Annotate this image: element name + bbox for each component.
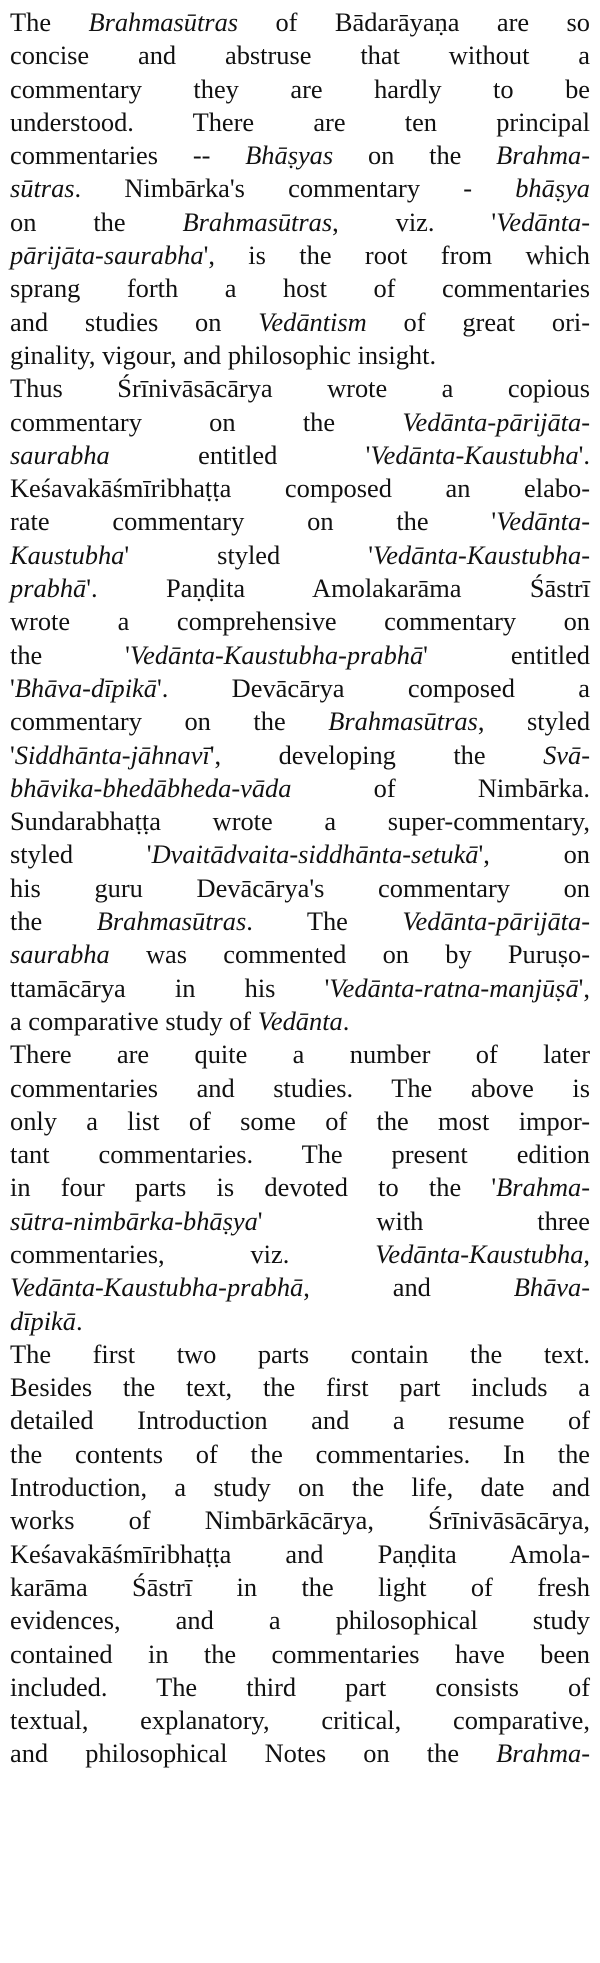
italic-term: Vedānta-Kaustubha-prabhā xyxy=(10,1272,304,1303)
italic-term: Brahmasūtras xyxy=(96,906,247,937)
text-run: a comparative study of xyxy=(10,1005,258,1036)
text-run: The first two parts contain the text. xyxy=(10,1338,590,1369)
italic-term: Vedānta-pārijāta- xyxy=(402,406,590,437)
italic-term: Brahmasūtras xyxy=(88,7,239,37)
text-run: '. Paṇḍita Amolakarāma Śāstrī xyxy=(86,573,590,604)
text-line xyxy=(10,1338,590,1371)
text-line xyxy=(10,1205,590,1238)
text-run: Introduction, a study on the life, date and xyxy=(10,1472,590,1503)
text-run: commentary on the xyxy=(10,406,403,437)
italic-term: Bhāva- xyxy=(513,1272,590,1303)
text-line xyxy=(10,739,590,772)
text-run: , xyxy=(583,1238,590,1269)
text-line xyxy=(10,206,590,239)
text-line xyxy=(10,1138,590,1171)
text-run: There are quite a number of later xyxy=(10,1039,590,1070)
text-line xyxy=(10,1171,590,1204)
text-line xyxy=(10,1271,590,1304)
text-line xyxy=(10,73,590,106)
text-run: his guru Devācārya's commentary on xyxy=(10,872,590,903)
text-line xyxy=(10,805,590,838)
text-line xyxy=(10,705,590,738)
paragraph xyxy=(10,6,590,372)
text-line xyxy=(10,1072,590,1105)
text-run: detailed Introduction and a resume of xyxy=(10,1405,590,1436)
text-run: , and xyxy=(303,1272,514,1303)
text-line xyxy=(10,972,590,1005)
italic-term: sūtras xyxy=(10,173,75,204)
text-run: included. The third part consists of xyxy=(10,1671,590,1702)
text-line xyxy=(10,1737,590,1770)
italic-term: Vedānta-Kaustubha xyxy=(375,1238,584,1269)
text-line xyxy=(10,639,590,672)
text-run: ' xyxy=(10,672,15,703)
text-run: works of Nimbārkācārya, Śrīnivāsācārya, xyxy=(10,1505,590,1536)
text-run: commentary they are hardly to be xyxy=(10,73,590,104)
paragraph xyxy=(10,1338,590,1771)
italic-term: Vedānta xyxy=(257,1005,343,1036)
italic-term: Bhāṣyas xyxy=(245,140,334,171)
text-run: sprang forth a host of commentaries xyxy=(10,273,590,304)
text-run: commentaries -- xyxy=(10,140,246,171)
text-line xyxy=(10,472,590,505)
text-run: , styled xyxy=(477,706,591,737)
text-line xyxy=(10,1638,590,1671)
italic-term: Dvaitādvaita-siddhānta-setukā xyxy=(151,839,479,870)
italic-term: saurabha xyxy=(10,439,110,470)
text-run: contained in the commentaries have been xyxy=(10,1638,590,1669)
italic-term: Vedānta-pārijāta- xyxy=(402,906,590,937)
italic-term: Brahmasūtras xyxy=(328,706,478,737)
text-line xyxy=(10,272,590,305)
text-line xyxy=(10,1238,590,1271)
text-run: and philosophical Notes on the xyxy=(10,1738,497,1769)
text-line xyxy=(10,1404,590,1437)
text-run: Thus Śrīnivāsācārya wrote a copious xyxy=(10,373,590,404)
text-line xyxy=(10,172,590,205)
text-run: the xyxy=(10,906,97,937)
text-run: on the xyxy=(10,206,183,237)
text-run: ', developing the xyxy=(209,739,544,770)
text-line xyxy=(10,1305,590,1338)
italic-term: Vedānta-Kaustubha xyxy=(370,439,579,470)
italic-term: prabhā xyxy=(10,573,87,604)
text-run: commentaries and studies. The above is xyxy=(10,1072,590,1103)
text-run: ' styled ' xyxy=(124,539,374,570)
text-line xyxy=(10,406,590,439)
text-line xyxy=(10,1571,590,1604)
text-run: ' xyxy=(10,739,15,770)
text-line xyxy=(10,1471,590,1504)
text-line xyxy=(10,1704,590,1737)
text-line xyxy=(10,1604,590,1637)
text-line xyxy=(10,1038,590,1071)
text-run: on the xyxy=(333,140,497,171)
text-run: Keśavakāśmīribhaṭṭa and Paṇḍita Amola- xyxy=(10,1538,590,1569)
text-line xyxy=(10,1105,590,1138)
text-run: . Nimbārka's commentary - xyxy=(74,173,516,204)
italic-term: Vedānta- xyxy=(496,506,590,537)
italic-term: bhāvika-bhedābheda-vāda xyxy=(10,772,292,803)
italic-term: pārijāta-saurabha xyxy=(10,240,204,271)
italic-term: dīpikā xyxy=(10,1305,76,1336)
text-run: . The xyxy=(246,906,403,937)
italic-term: Brahmasūtras xyxy=(182,206,333,237)
text-run: . xyxy=(75,1305,83,1336)
text-line xyxy=(10,505,590,538)
text-line xyxy=(10,905,590,938)
text-line xyxy=(10,339,590,372)
text-run: the ' xyxy=(10,639,130,670)
text-run: Besides the text, the first part includs a xyxy=(10,1372,590,1403)
text-run: tant commentaries. The present edition xyxy=(10,1139,590,1170)
text-run: The xyxy=(10,7,89,37)
text-run: ginality, vigour, and philosophic insight. xyxy=(10,339,437,370)
text-run: entitled ' xyxy=(109,439,371,470)
text-run: the contents of the commentaries. In the xyxy=(10,1438,590,1469)
text-line xyxy=(10,1504,590,1537)
text-line xyxy=(10,39,590,72)
text-line xyxy=(10,572,590,605)
text-line xyxy=(10,6,590,39)
italic-term: Kaustubha xyxy=(10,539,125,570)
text-run: evidences, and a philosophical study xyxy=(10,1605,590,1636)
text-run: textual, explanatory, critical, comparative, xyxy=(10,1705,590,1736)
italic-term: Bhāva-dīpikā xyxy=(14,672,157,703)
italic-term: sūtra-nimbārka-bhāṣya xyxy=(10,1205,258,1236)
text-run: '. Devācārya composed a xyxy=(156,672,590,703)
text-line xyxy=(10,1371,590,1404)
paragraph xyxy=(10,372,590,1038)
text-run: ', on xyxy=(478,839,590,870)
text-line xyxy=(10,772,590,805)
text-line xyxy=(10,306,590,339)
text-run: commentaries, viz. xyxy=(10,1238,376,1269)
text-run: of Nimbārka. xyxy=(291,772,590,803)
text-run: concise and abstruse that without a xyxy=(10,40,590,71)
italic-term: Vedānta-Kaustubha- xyxy=(373,539,590,570)
text-line xyxy=(10,139,590,172)
italic-term: saurabha xyxy=(10,939,110,970)
italic-term: Vedānta-ratna-manjūṣā xyxy=(329,972,579,1003)
italic-term: Svā- xyxy=(543,739,590,770)
text-run: ', xyxy=(578,972,590,1003)
text-line xyxy=(10,1671,590,1704)
italic-term: Siddhānta-jāhnavī xyxy=(14,739,210,770)
italic-term: Vedāntism xyxy=(258,306,367,337)
text-run: and studies on xyxy=(10,306,259,337)
text-run: in four parts is devoted to the ' xyxy=(10,1172,497,1203)
text-run: of Bādarāyaṇa are so xyxy=(238,7,590,37)
text-run: was commented on by Puruṣo- xyxy=(109,939,590,970)
italic-term: Brahma- xyxy=(496,1172,590,1203)
text-line xyxy=(10,1538,590,1571)
italic-term: bhāṣya xyxy=(515,173,590,204)
text-line xyxy=(10,672,590,705)
text-line xyxy=(10,938,590,971)
italic-term: Brahma- xyxy=(496,1738,590,1769)
text-run: '. xyxy=(578,439,590,470)
text-line xyxy=(10,605,590,638)
text-run: ' entitled xyxy=(423,639,591,670)
text-line xyxy=(10,539,590,572)
text-run: karāma Śāstrī in the light of fresh xyxy=(10,1571,590,1602)
text-run: ', is the root from which xyxy=(203,240,590,271)
text-run: . xyxy=(342,1005,350,1036)
text-run: , viz. ' xyxy=(332,206,497,237)
text-line xyxy=(10,439,590,472)
text-run: Keśavakāśmīribhaṭṭa composed an elabo- xyxy=(10,473,590,504)
italic-term: Vedānta-Kaustubha-prabhā xyxy=(129,639,424,670)
text-run: Sundarabhaṭṭa wrote a super-commentary, xyxy=(10,806,590,837)
text-run: wrote a comprehensive commentary on xyxy=(10,606,590,637)
text-line xyxy=(10,372,590,405)
paragraph xyxy=(10,1038,590,1338)
text-line xyxy=(10,838,590,871)
text-run: styled ' xyxy=(10,839,152,870)
text-run: commentary on the xyxy=(10,706,329,737)
italic-term: Vedānta- xyxy=(496,206,591,237)
text-line xyxy=(10,1438,590,1471)
italic-term: Brahma- xyxy=(496,140,590,171)
text-run: ' with three xyxy=(257,1205,590,1236)
text-run: of great ori- xyxy=(366,306,590,337)
text-run: only a list of some of the most impor- xyxy=(10,1105,590,1136)
text-run: rate commentary on the ' xyxy=(10,506,497,537)
text-line xyxy=(10,106,590,139)
text-run: ttamācārya in his ' xyxy=(10,972,330,1003)
text-line xyxy=(10,872,590,905)
text-line xyxy=(10,239,590,272)
text-line xyxy=(10,1005,590,1038)
text-run: understood. There are ten principal xyxy=(10,106,590,137)
